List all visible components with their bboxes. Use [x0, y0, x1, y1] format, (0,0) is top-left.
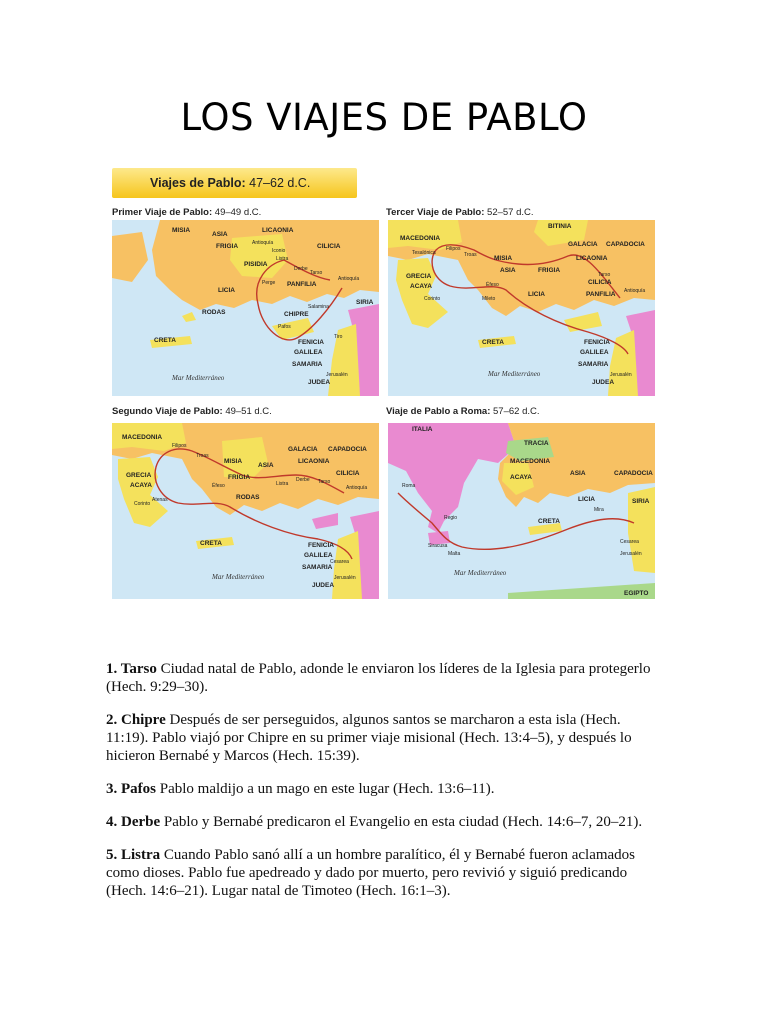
- map1-label-misia: MISIA: [172, 227, 191, 234]
- map-label: Tarso: [310, 270, 323, 276]
- list-item-tarso: 1. Tarso Ciudad natal de Pablo, adonde le enviaron los líderes de la Iglesia para protegerlo (Hech. 9:29–30).: [106, 661, 651, 695]
- map-label: SAMARIA: [302, 564, 333, 571]
- map-label: Antioquía: [346, 485, 368, 491]
- map-label: FENICIA: [584, 339, 610, 346]
- map-label: GALILEA: [580, 349, 609, 356]
- map-label: ASIA: [500, 267, 516, 274]
- map-label: EGIPTO: [624, 590, 649, 597]
- map-rome-journey: [388, 423, 655, 599]
- map-label: MACEDONIA: [400, 235, 441, 242]
- map-label: Antioquía: [252, 240, 274, 246]
- map1-label-licia: LICIA: [218, 287, 235, 294]
- map-label: Mar Mediterráneo: [488, 370, 541, 378]
- map-label: Siracusa: [428, 543, 448, 549]
- map-label: Listra: [276, 256, 289, 262]
- map-label: Antioquía: [624, 288, 646, 294]
- maps-figure: [112, 168, 656, 602]
- map-label: LICIA: [578, 496, 595, 503]
- map-label: MACEDONIA: [510, 458, 551, 465]
- list-item-listra: 5. Listra Cuando Pablo sanó allí a un hombre paralítico, él y Bernabé fueron aclamados como dioses. Pablo fue apedreado y dado por muerto, pero revivió y siguió predicando (Hech. 14:6–21). Lugar natal de Timoteo (Hech. 16:1–3).: [106, 847, 636, 899]
- map-label: Jerusalén: [620, 551, 642, 557]
- map-label: Tarso: [318, 479, 331, 485]
- map-label: CILICIA: [588, 279, 612, 286]
- banner-label: Viajes de Pablo:: [150, 176, 246, 190]
- map-label: Jerusalén: [326, 372, 348, 378]
- map-third-journey: [388, 220, 655, 396]
- map-label: SAMARIA: [578, 361, 609, 368]
- map1-label-cilicia: CILICIA: [317, 243, 341, 250]
- map-label: CILICIA: [336, 470, 360, 477]
- map-label: MISIA: [494, 255, 513, 262]
- map-label: Tiro: [334, 334, 343, 340]
- map-first-journey: [112, 220, 379, 396]
- map1-label-frigia: FRIGIA: [216, 243, 239, 250]
- places-list: [106, 660, 666, 915]
- map-label: CRETA: [200, 540, 222, 547]
- map-label: MACEDONIA: [122, 434, 163, 441]
- map-label: GALACIA: [288, 446, 318, 453]
- map-label: PANFILIA: [586, 291, 616, 298]
- map-label: FENICIA: [308, 542, 334, 549]
- map1-label-chipre: CHIPRE: [284, 311, 309, 318]
- list-item-pafos: 3. Pafos Pablo maldijo a un mago en este lugar (Hech. 13:6–11).: [106, 781, 495, 797]
- map-label: BITINIA: [548, 223, 572, 230]
- map-label: Jerusalén: [610, 372, 632, 378]
- panel-title-rome-journey: Viaje de Pablo a Roma: 57–62 d.C.: [386, 406, 540, 417]
- map-label: ASIA: [258, 462, 274, 469]
- panel-title-first-journey: Primer Viaje de Pablo: 49–49 d.C.: [112, 207, 262, 218]
- map-label: Filipos: [446, 246, 461, 252]
- map-label: Listra: [276, 481, 289, 487]
- map-label: Corinto: [134, 501, 151, 507]
- map-label: Derbe: [296, 477, 310, 483]
- map-label: RODAS: [236, 494, 260, 501]
- map-label: GALILEA: [304, 552, 333, 559]
- map-label: FRIGIA: [538, 267, 561, 274]
- list-item-chipre: 2. Chipre Después de ser perseguidos, algunos santos se marcharon a esta isla (Hech. 11:19). Pablo viajó por Chipre en su primer viaje misional (Hech. 13:4–5), y después lo hicieron Bernabé y Marcos (Hech. 15:39).: [106, 712, 632, 764]
- map-label: TRACIA: [524, 440, 549, 447]
- map1-label-siria: SIRIA: [356, 299, 374, 306]
- map-label: Mira: [594, 507, 604, 513]
- map-label: Filipos: [172, 443, 187, 449]
- map-label: SIRIA: [632, 498, 650, 505]
- map-label: Tarso: [598, 272, 611, 278]
- map-label: Cesarea: [620, 539, 639, 545]
- map-label: Tesalónica: [412, 250, 436, 256]
- map-label: ASIA: [570, 470, 586, 477]
- map-label: FRIGIA: [228, 474, 251, 481]
- map-label: GRECIA: [126, 472, 152, 479]
- map-label: Roma: [402, 483, 416, 489]
- map1-label-panfilia: PANFILIA: [287, 281, 317, 288]
- banner-years: 47–62 d.C.: [249, 176, 311, 190]
- map-label: Troas: [196, 453, 209, 459]
- map-label: JUDEA: [312, 582, 335, 589]
- map1-label-samaria: SAMARIA: [292, 361, 323, 368]
- map-label: ACAYA: [510, 474, 532, 481]
- map-label: Éfeso: [486, 282, 499, 288]
- panel-title-second-journey: Segundo Viaje de Pablo: 49–51 d.C.: [112, 406, 272, 417]
- map-label: Mileto: [482, 296, 496, 302]
- panel-title-third-journey: Tercer Viaje de Pablo: 52–57 d.C.: [386, 207, 534, 218]
- map-label: ITALIA: [412, 426, 433, 433]
- map-label: GRECIA: [406, 273, 432, 280]
- map-label: CRETA: [482, 339, 504, 346]
- map1-label-fenicia: FENICIA: [298, 339, 324, 346]
- map-second-journey: [112, 423, 379, 599]
- map-label: CRETA: [538, 518, 560, 525]
- map-label: Mar Mediterráneo: [212, 573, 265, 581]
- map-label: Troas: [464, 252, 477, 258]
- map1-label-judea: JUDEA: [308, 379, 331, 386]
- map-label: Corinto: [424, 296, 441, 302]
- map-label: Regio: [444, 515, 458, 521]
- map-label: CAPADOCIA: [606, 241, 645, 248]
- map-label: Mar Mediterráneo: [454, 569, 507, 577]
- map1-label-creta: CRETA: [154, 337, 176, 344]
- map-label: Antioquía: [338, 276, 360, 282]
- map-label: LICAONIA: [576, 255, 608, 262]
- list-item-derbe: 4. Derbe Pablo y Bernabé predicaron el Evangelio en esta ciudad (Hech. 14:6–7, 20–21).: [106, 814, 643, 830]
- map-label: Malta: [448, 551, 461, 557]
- map-label: Salamina: [308, 304, 329, 310]
- map1-label-licaonia: LICAONIA: [262, 227, 294, 234]
- map1-label-galilea: GALILEA: [294, 349, 323, 356]
- map-label: LICAONIA: [298, 458, 330, 465]
- map-label: Derbe: [294, 266, 308, 272]
- map-label: Éfeso: [212, 483, 225, 489]
- map-label: GALACIA: [568, 241, 598, 248]
- map-label: ACAYA: [130, 482, 152, 489]
- map-label: JUDEA: [592, 379, 615, 386]
- map-label: CAPADOCIA: [328, 446, 367, 453]
- figure-banner: [112, 168, 357, 198]
- map1-label-asia: ASIA: [212, 231, 228, 238]
- map-label: Perge: [262, 280, 276, 286]
- page-title: LOS VIAJES DE PABLO: [180, 96, 588, 139]
- map1-label-pisidia: PISIDIA: [244, 261, 268, 268]
- map-label: MISIA: [224, 458, 243, 465]
- map-label: Iconio: [272, 248, 286, 254]
- map-label: ACAYA: [410, 283, 432, 290]
- map-label: Cesarea: [330, 559, 349, 565]
- map-label: Atenas: [152, 497, 168, 503]
- map-label: LICIA: [528, 291, 545, 298]
- map-label: Jerusalén: [334, 575, 356, 581]
- map-label: Pafos: [278, 324, 291, 330]
- map1-sea-label: Mar Mediterráneo: [172, 374, 225, 382]
- map-label: CAPADOCIA: [614, 470, 653, 477]
- map1-label-rodas: RODAS: [202, 309, 226, 316]
